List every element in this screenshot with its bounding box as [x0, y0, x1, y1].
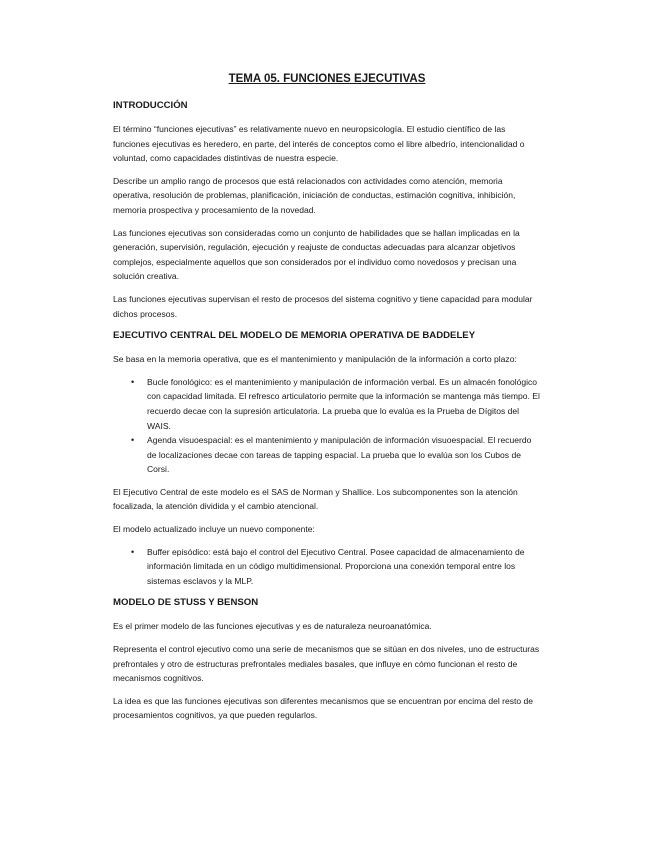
bullet-item-buffer-episodico	[131, 545, 541, 589]
bullet-icon: •	[131, 435, 135, 446]
document-title: TEMA 05. FUNCIONES EJECUTIVAS	[228, 73, 426, 85]
bullet-text: Agenda visuoespacial: es el mantenimiento y manipulación de información visuoespacial. El recuerdo de localizaciones decae con tareas de tapping espacial. La prueba que lo evalúa son los Cubos de Corsi.	[147, 435, 532, 475]
intro-paragraph-2: Describe un amplio rango de procesos que está relacionados con actividades como atención, memoria operativa, resolución de problemas, planificación, iniciación de conductas, estimación cognitiva, inhibición, memoria prospectiva y procesamiento de la novedad.	[113, 175, 516, 215]
bullet-item-bucle-fonologico	[131, 375, 541, 433]
baddeley-paragraph-3: El modelo actualizado incluye un nuevo componente:	[113, 524, 315, 535]
baddeley-paragraph-2: El Ejecutivo Central de este modelo es el SAS de Norman y Shallice. Los subcomponentes son la atención focalizada, la atención dividida y el cambio atencional.	[113, 486, 518, 512]
heading-stuss-benson: MODELO DE STUSS Y BENSON	[113, 597, 259, 609]
baddeley-bullet-list	[113, 375, 541, 477]
bullet-icon: •	[131, 376, 135, 387]
intro-paragraph-4: Las funciones ejecutivas supervisan el resto de procesos del sistema cognitivo y tiene capacidad para modular dichos procesos.	[113, 293, 533, 319]
document-page	[113, 72, 541, 731]
stuss-paragraph-3: La idea es que las funciones ejecutivas son diferentes mecanismos que se encuentran por encima del resto de procesamientos cognitivos, ya que pueden regularlos.	[113, 695, 533, 721]
intro-paragraph-1: El término “funciones ejecutivas” es relativamente nuevo en neuropsicología. El estudio científico de las funciones ejecutivas es heredero, en parte, del interés de conceptos como el libre albedrío, intencionalidad o voluntad, como capacidades distintivas de nuestra especie.	[113, 124, 525, 164]
heading-baddeley: EJECUTIVO CENTRAL DEL MODELO DE MEMORIA OPERATIVA DE BADDELEY	[113, 330, 476, 342]
baddeley-paragraph-1: Se basa en la memoria operativa, que es el mantenimiento y manipulación de la información a corto plazo:	[113, 354, 517, 365]
heading-introduccion: INTRODUCCIÓN	[113, 100, 188, 111]
stuss-paragraph-1: Es el primer modelo de las funciones ejecutivas y es de naturaleza neuroanatómica.	[113, 621, 432, 632]
stuss-paragraph-2: Representa el control ejecutivo como una serie de mecanismos que se sitúan en dos niveles, uno de estructuras prefrontales y otro de estructuras prefrontales mediales basales, que influye en cómo funcionan el resto de mecanismos cognitivos.	[113, 644, 540, 684]
intro-paragraph-3: Las funciones ejecutivas son consideradas como un conjunto de habilidades que se hallan implicadas en la generación, supervisión, regulación, ejecución y reajuste de conductas adecuadas para alcanzar objetivos complejos, especialmente aquellos que son considerados por el individuo como novedosos y precisan una solución creativa.	[113, 227, 520, 282]
bullet-text: Buffer episódico: está bajo el control del Ejecutivo Central. Posee capacidad de almacenamiento de información limitada en un código multidimensional. Proporciona una conexión temporal entre los sistemas esclavos y la MLP.	[147, 546, 525, 586]
baddeley-bullet-list-2	[113, 545, 541, 589]
bullet-item-agenda-visuoespacial	[131, 433, 541, 477]
bullet-icon: •	[131, 546, 135, 557]
bullet-text: Bucle fonológico: es el mantenimiento y manipulación de información verbal. Es un almacén fonológico con capacidad limitada. El refresco articulatorio permite que la información se mantenga más tiempo. El recuerdo decae con la supresión articulatoria. La prueba que lo evalúa es la Prueba de Dígitos del WAIS.	[147, 376, 540, 431]
